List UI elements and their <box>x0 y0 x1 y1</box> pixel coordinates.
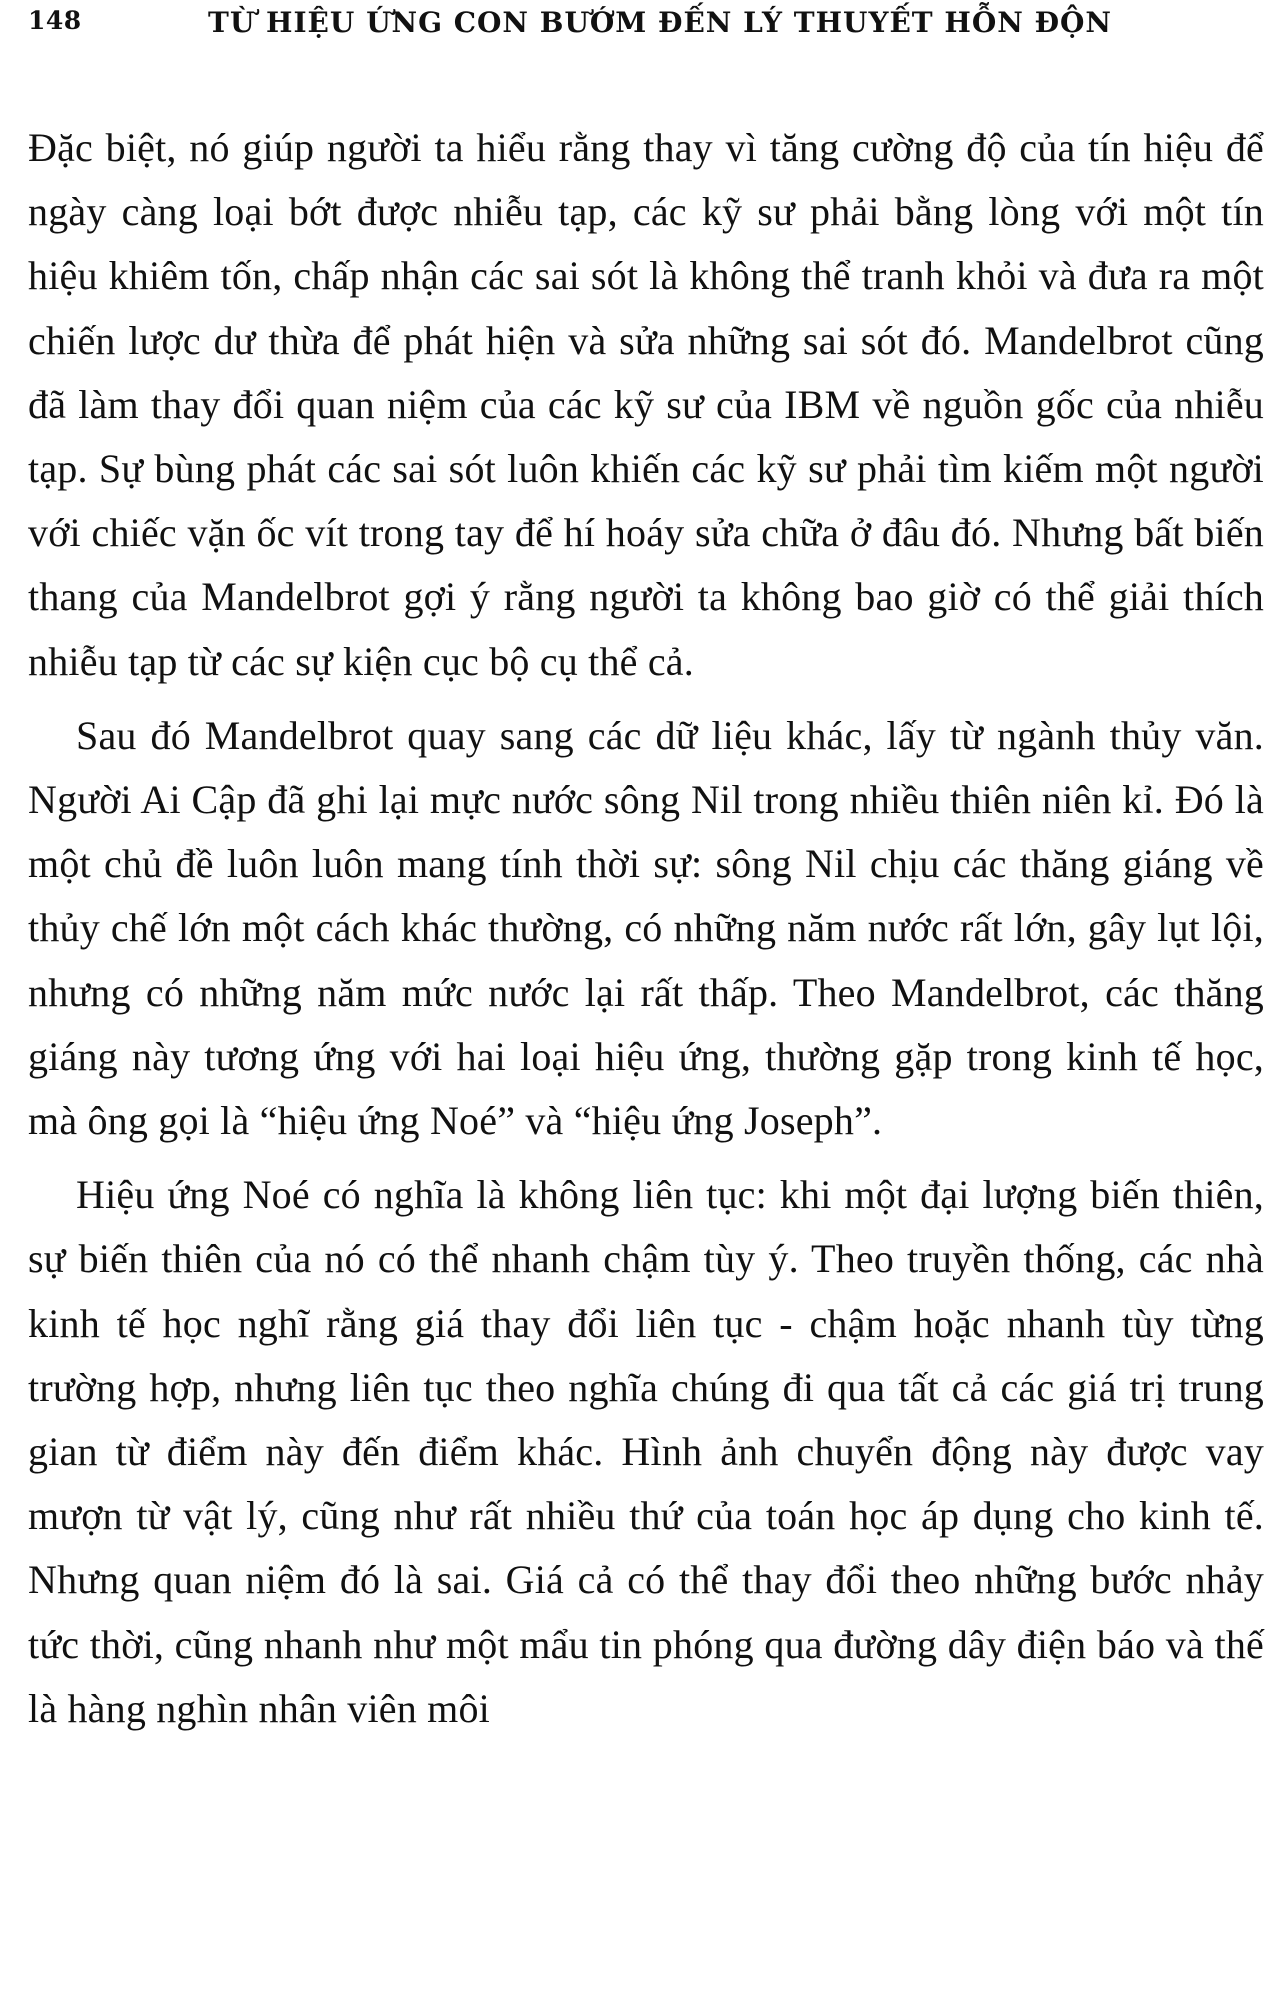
paragraph-1: Đặc biệt, nó giúp người ta hiểu rằng thay vì tăng cường độ của tín hiệu để ngày càng loại bớt được nhiễu tạp, các kỹ sư phải bằng lòng với một tín hiệu khiêm tốn, chấp nhận các sai sót là không thể tranh khỏi và đưa ra một chiến lược dư thừa để phát hiện và sửa những sai sót đó. Mandelbrot cũng đã làm thay đổi quan niệm của các kỹ sư của IBM về nguồn gốc của nhiễu tạp. Sự bùng phát các sai sót luôn khiến các kỹ sư phải tìm kiếm một người với chiếc vặn ốc vít trong tay để hí hoáy sửa chữa ở đâu đó. Nhưng bất biến thang của Mandelbrot gợi ý rằng người ta không bao giờ có thể giải thích nhiễu tạp từ các sự kiện cục bộ cụ thể cả. <box>28 125 1264 684</box>
paragraph-2: Sau đó Mandelbrot quay sang các dữ liệu khác, lấy từ ngành thủy văn. Người Ai Cập đã ghi lại mực nước sông Nil trong nhiều thiên niên kỉ. Đó là một chủ đề luôn luôn mang tính thời sự: sông Nil chịu các thăng giáng về thủy chế lớn một cách khác thường, có những năm nước rất lớn, gây lụt lội, nhưng có những năm mức nước lại rất thấp. Theo Mandelbrot, các thăng giáng này tương ứng với hai loại hiệu ứng, thường gặp trong kinh tế học, mà ông gọi là “hiệu ứng Noé” và “hiệu ứng Joseph”. <box>28 712 1264 1144</box>
book-title: TỪ HIỆU ỨNG CON BƯỚM ĐẾN LÝ THUYẾT HỖN ĐỘN <box>208 6 1113 39</box>
paragraph-3: Hiệu ứng Noé có nghĩa là không liên tục: khi một đại lượng biến thiên, sự biến thiên của nó có thể nhanh chậm tùy ý. Theo truyền thống, các nhà kinh tế học nghĩ rằng giá thay đổi liên tục - chậm hoặc nhanh tùy từng trường hợp, nhưng liên tục theo nghĩa chúng đi qua tất cả các giá trị trung gian từ điểm này đến điểm khác. Hình ảnh chuyển động này được vay mượn từ vật lý, cũng như rất nhiều thứ của toán học áp dụng cho kinh tế. Nhưng quan niệm đó là sai. Giá cả có thể thay đổi theo những bước nhảy tức thời, cũng nhanh như một mẩu tin phóng qua đường dây điện báo và thế là hàng nghìn nhân viên môi <box>28 1172 1264 1731</box>
page-number: 148 <box>28 6 82 35</box>
page-body <box>28 116 1264 1741</box>
running-header <box>28 0 1248 48</box>
